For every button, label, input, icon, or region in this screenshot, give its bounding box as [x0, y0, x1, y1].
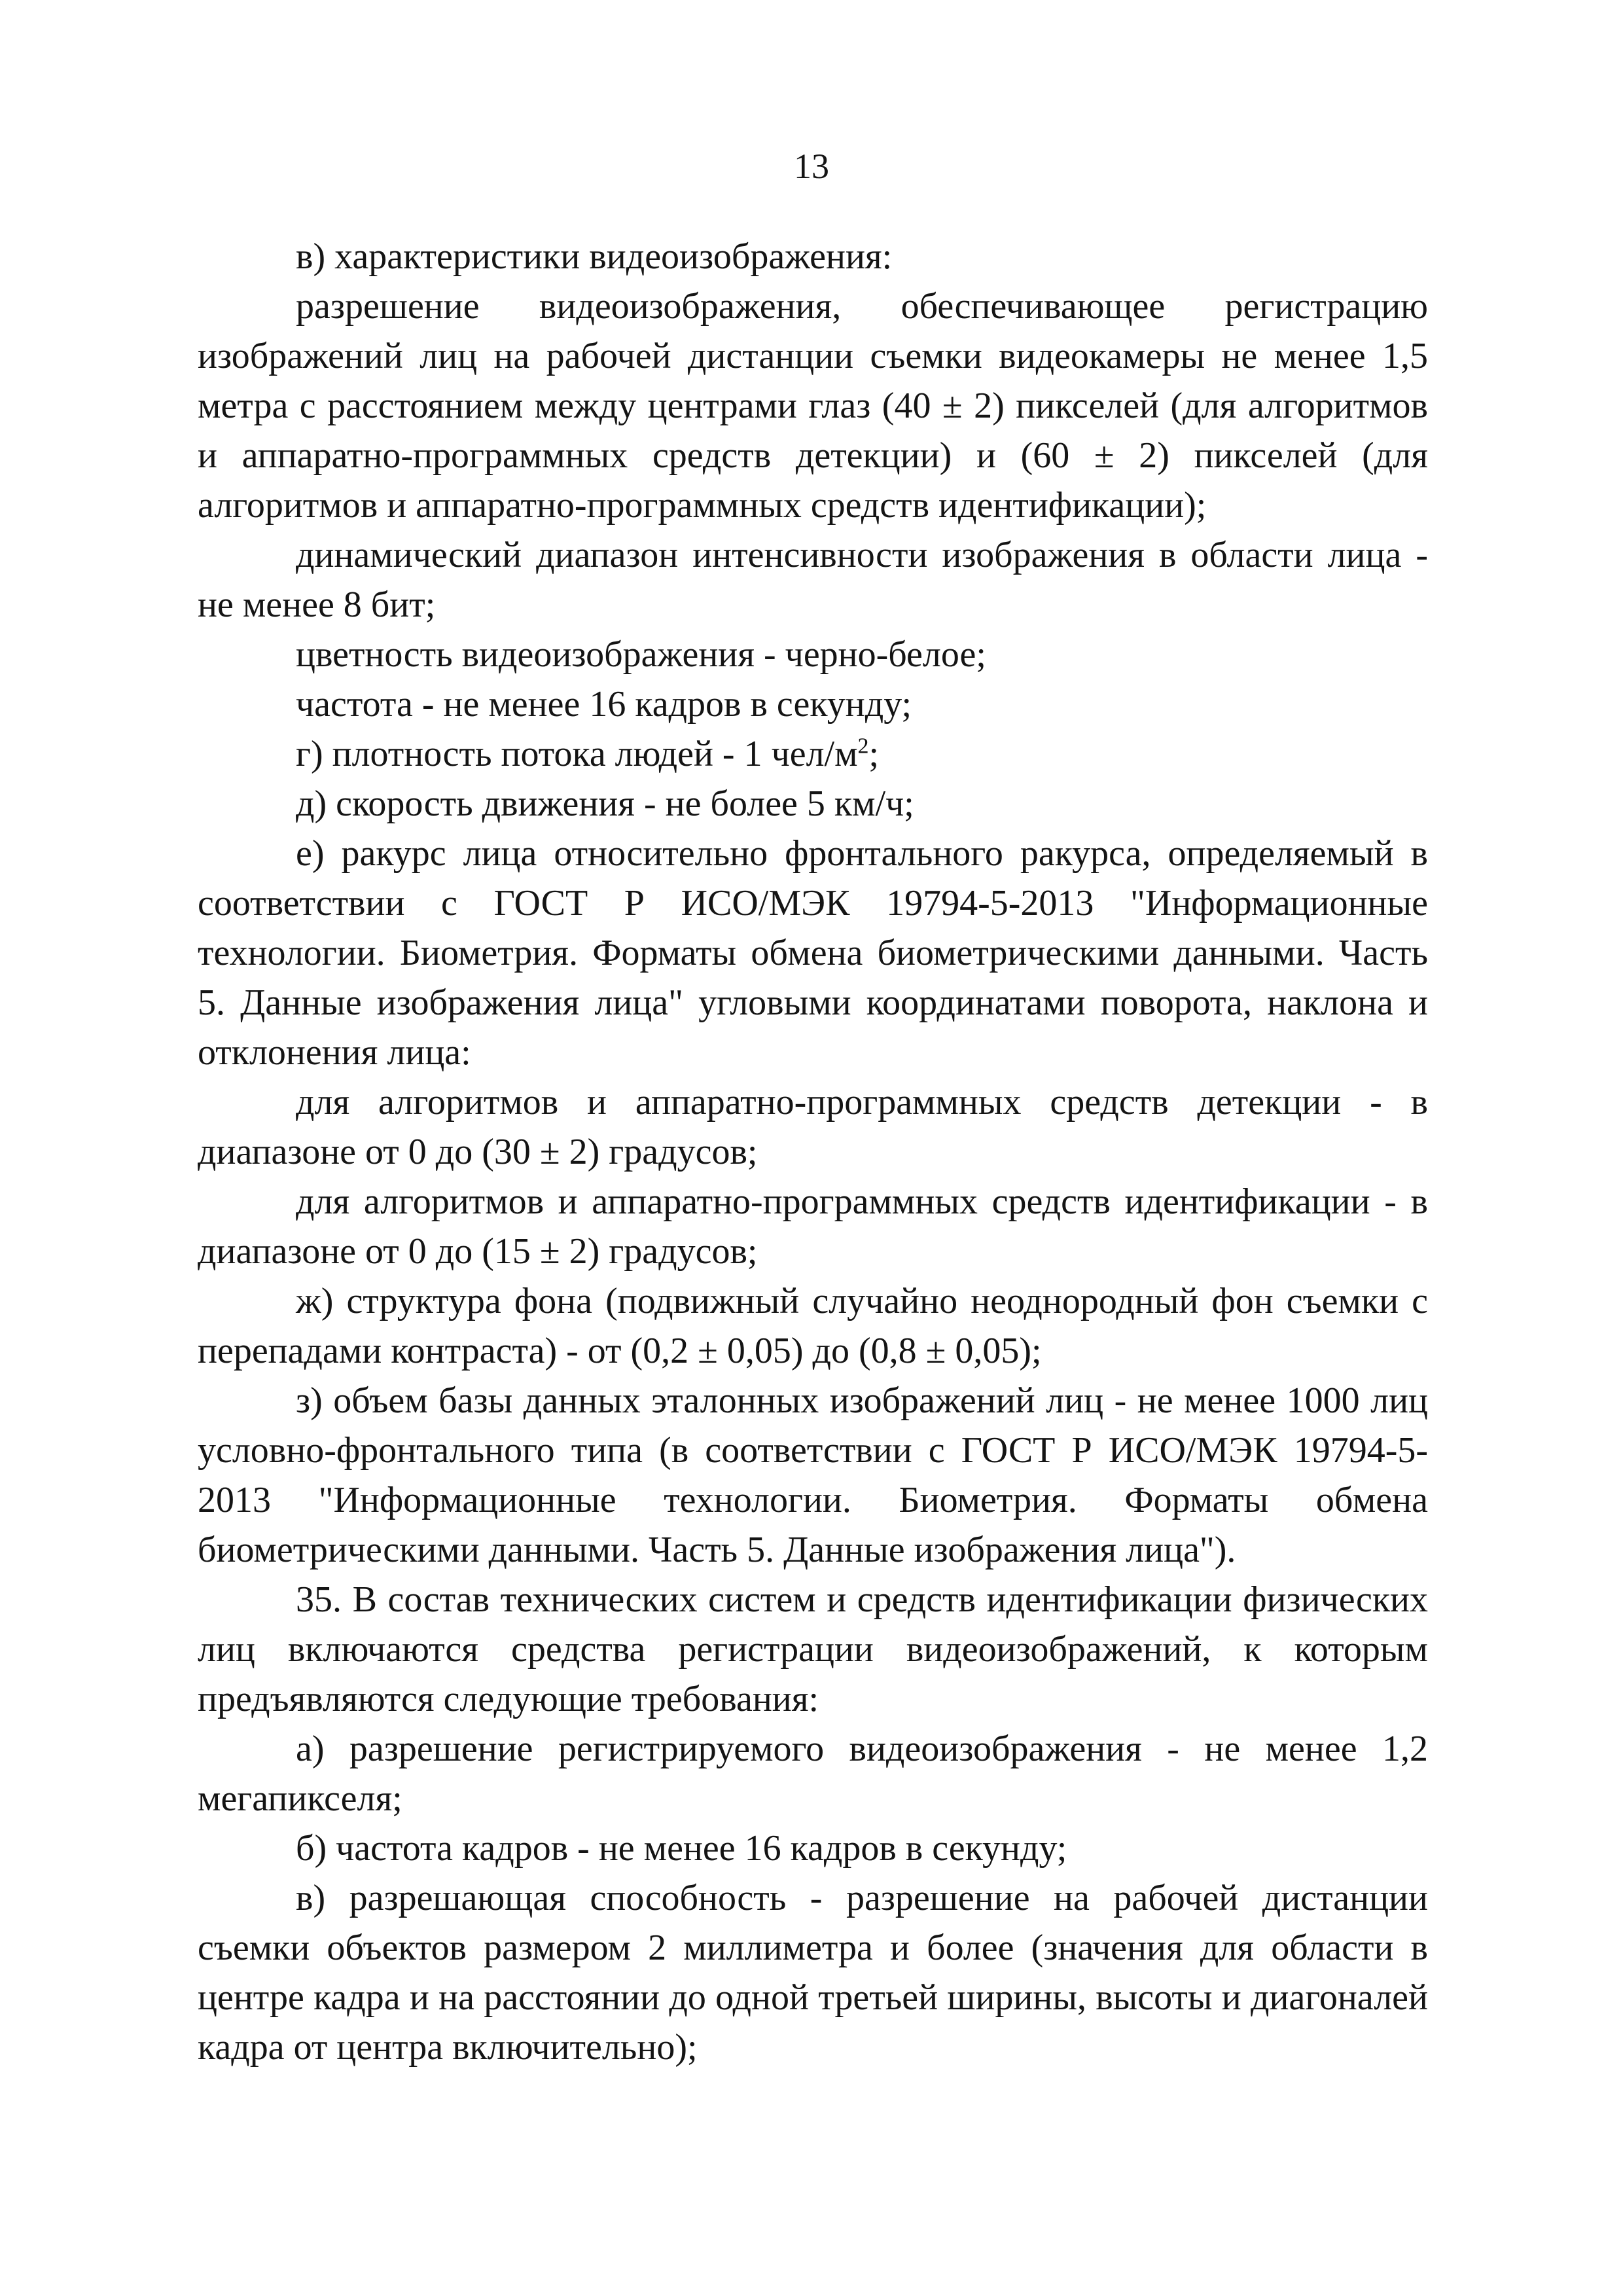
- superscript: 2: [857, 734, 869, 759]
- paragraph-background: ж) структура фона (подвижный случайно неоднородный фон съемки с перепадами контраста) - от (0,2 ± 0,05) до (0,8 ± 0,05);: [198, 1281, 1428, 1371]
- paragraph-resolution: разрешение видеоизображения, обеспечивающее регистрацию изображений лиц на рабочей дистанции съемки видеокамеры не менее 1,5 метра с расстоянием между центрами глаз (40 ± 2) пикселей (для алгоритмов и аппаратно-программных средств детекции) и (60 ± 2) пикселей (для алгоритмов и аппаратно-программных средств идентификации);: [198, 286, 1428, 526]
- paragraph-video-characteristics: в) характеристики видеоизображения:: [296, 236, 893, 277]
- paragraph-resolving-power: в) разрешающая способность - разрешение на рабочей дистанции съемки объектов размером 2 миллиметра и более (значения для области в центре кадра и на расстоянии до одной третьей ширины, высоты и диагоналей кадра от центра включительно);: [198, 1878, 1428, 2068]
- flow-density-tail: ;: [868, 734, 880, 774]
- paragraph-flow-density: [198, 729, 1428, 779]
- paragraph-color: цветность видеоизображения - черно-белое;: [296, 634, 986, 675]
- paragraph-database: з) объем базы данных эталонных изображений лиц - не менее 1000 лиц условно-фронтального типа (в соответствии с ГОСТ Р ИСО/МЭК 19794-5-2013 "Информационные технологии. Биометрия. Форматы обмена биометрическими данными. Часть 5. Данные изображения лица").: [198, 1380, 1428, 1570]
- page-number: 13: [794, 147, 829, 186]
- paragraph-speed: д) скорость движения - не более 5 км/ч;: [296, 783, 914, 824]
- paragraph-frequency: частота - не менее 16 кадров в секунду;: [296, 684, 912, 725]
- paragraph-detection-range: для алгоритмов и аппаратно-программных средств детекции - в диапазоне от 0 до (30 ± 2) градусов;: [198, 1082, 1428, 1172]
- document-body: [198, 232, 1428, 2072]
- paragraph-dynamic-range: динамический диапазон интенсивности изображения в области лица - не менее 8 бит;: [198, 535, 1428, 625]
- paragraph-identification-range: для алгоритмов и аппаратно-программных средств идентификации - в диапазоне от 0 до (15 ± 2) градусов;: [198, 1181, 1428, 1272]
- flow-density-text: г) плотность потока людей - 1 чел/м: [296, 734, 858, 774]
- paragraph-registered-resolution: а) разрешение регистрируемого видеоизображения - не менее 1,2 мегапикселя;: [198, 1729, 1428, 1819]
- paragraph-item-35: 35. В состав технических систем и средств идентификации физических лиц включаются средства регистрации видеоизображений, к которым предъявляются следующие требования:: [198, 1579, 1428, 1719]
- paragraph-face-angle: е) ракурс лица относительно фронтального ракурса, определяемый в соответствии с ГОСТ Р ИСО/МЭК 19794-5-2013 "Информационные технологии. Биометрия. Форматы обмена биометрическими данными. Часть 5. Данные изображения лица" угловыми координатами поворота, наклона и отклонения лица:: [198, 833, 1428, 1073]
- paragraph-frame-rate: б) частота кадров - не менее 16 кадров в секунду;: [296, 1828, 1067, 1869]
